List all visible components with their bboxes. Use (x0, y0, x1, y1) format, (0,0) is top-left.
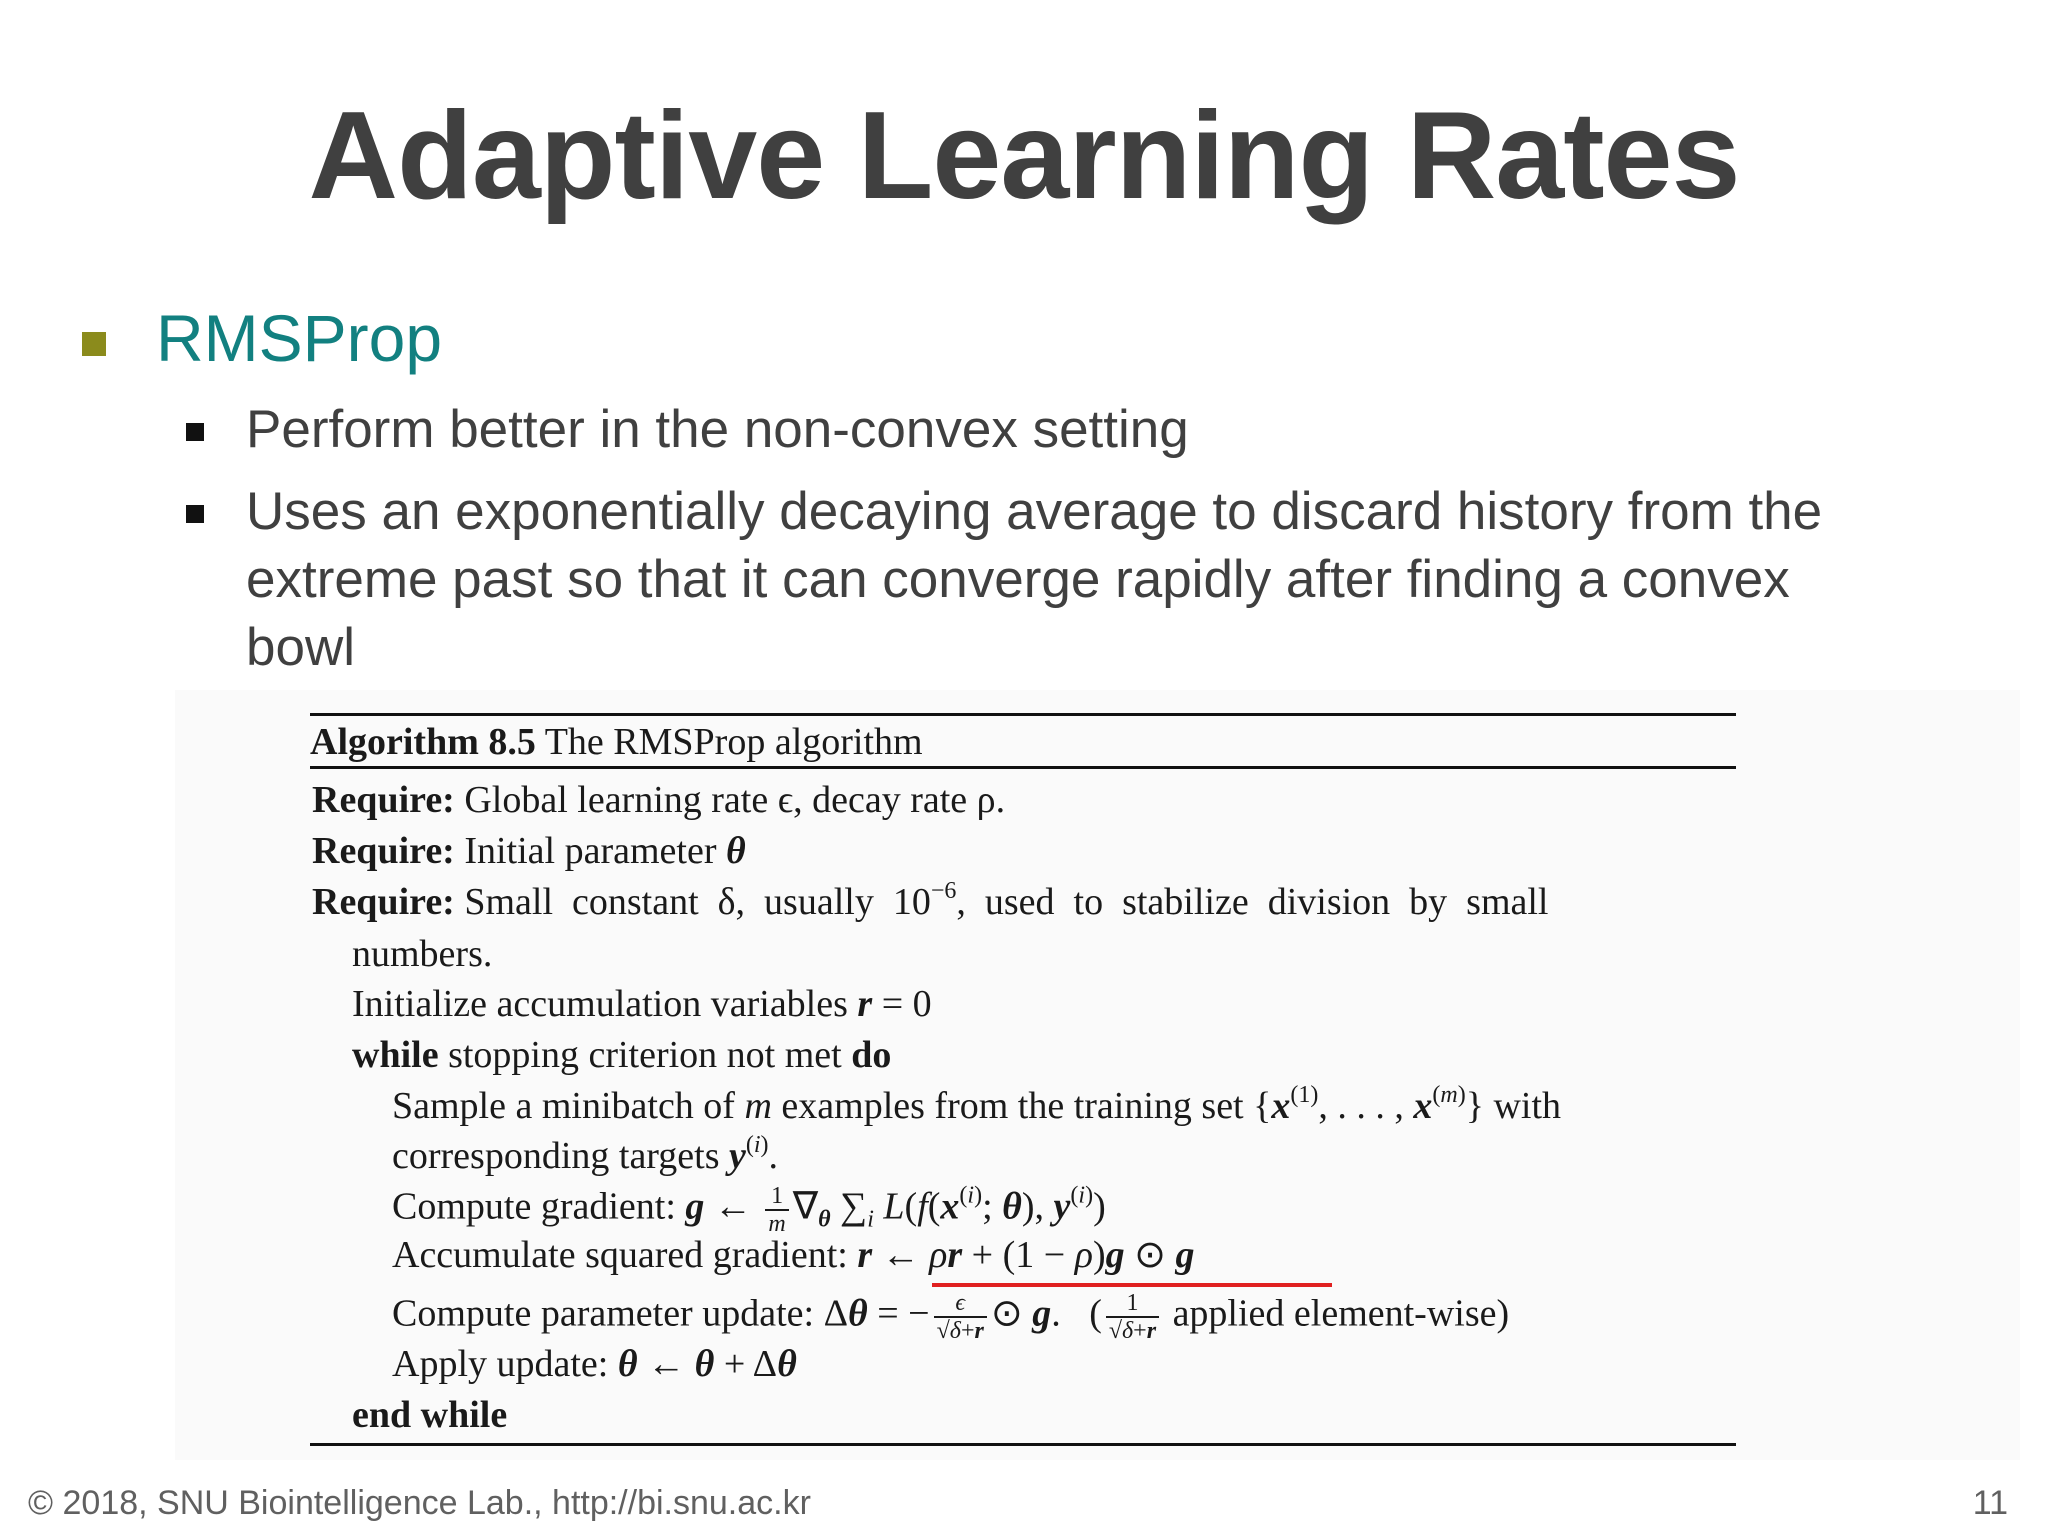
fraction-1-over-m: $\frac{1}{m}$ (765, 1183, 788, 1237)
require-keyword: Require: (312, 830, 455, 872)
apply-line: Apply update: θ ← θ + Δθ (392, 1343, 797, 1385)
accumulate-label: Accumulate squared gradient: (392, 1234, 848, 1276)
algorithm-mid-rule (310, 766, 1736, 769)
require-3-text-a: Small constant δ, usually 10 (464, 881, 931, 923)
while-line (352, 1033, 891, 1077)
end-while-keyword: end while (352, 1394, 508, 1436)
accumulate-line: Accumulate squared gradient: r ← ρr + (1 − ρ)g ⊙ g (392, 1234, 1195, 1276)
require-3-exponent: −6 (930, 878, 957, 904)
heading-rmsprop: RMSProp (156, 301, 443, 375)
fraction-1-over-sqrt: $\frac{1}{√\delta+r}$ (1106, 1290, 1159, 1344)
apply-label: Apply update: (392, 1343, 609, 1385)
update-note: applied element-wise) (1172, 1292, 1510, 1335)
init-text: Initialize accumulation variables (352, 983, 848, 1025)
slide-title: Adaptive Learning Rates (308, 87, 1740, 225)
algorithm-top-rule (310, 713, 1736, 716)
bullet-text-1: Perform better in the non-convex setting (246, 400, 1189, 459)
bullet-square-icon (82, 332, 106, 356)
require-1-text: Global learning rate ϵ, decay rate ρ. (464, 779, 1006, 821)
require-line-1 (312, 778, 1005, 822)
fraction-eps-over-sqrt: $\frac{\epsilon}{√\delta+r}$ (934, 1290, 987, 1344)
algorithm-bottom-rule (310, 1443, 1736, 1446)
bullet-square-icon (186, 423, 204, 441)
sample-text-1: Sample a minibatch of (392, 1085, 735, 1127)
require-line-2: Require: Initial parameter θ (312, 830, 746, 872)
sample-line-2: corresponding targets $y^{(i)}$. (392, 1132, 779, 1177)
algorithm-caption (310, 720, 923, 764)
gradient-label: Compute gradient: (392, 1185, 676, 1228)
gradient-line: Compute gradient: g ← $\frac{1}{m}$ $\nabla_\theta$ $\sum_i$ $L(f(x^{(i)}$; θ), $y^{(i)}$) (392, 1182, 1106, 1237)
update-label: Compute parameter update: (392, 1292, 815, 1335)
highlight-underline (932, 1283, 1332, 1287)
do-keyword: do (851, 1034, 892, 1076)
sample-text-3: with (1493, 1085, 1562, 1127)
bullet-text-2-line-3: bowl (246, 618, 356, 677)
require-line-3 (312, 880, 1549, 924)
sample-text-4: corresponding targets (392, 1135, 720, 1177)
while-text: stopping criterion not met (448, 1034, 842, 1076)
sample-line-1: Sample a minibatch of m examples from the training set {$x^{(1)}$, . . . , $x^{(m)}$} with (392, 1082, 1562, 1127)
end-while-line (352, 1393, 507, 1437)
bullet-text-2-line-2: extreme past so that it can converge rapidly after finding a convex (246, 550, 1790, 609)
require-keyword: Require: (312, 881, 455, 923)
bullet-text-2-line-1: Uses an exponentially decaying average to discard history from the (246, 482, 1823, 541)
require-2-text: Initial parameter (464, 830, 717, 872)
init-line: Initialize accumulation variables r = 0 (352, 983, 932, 1025)
page-number: 11 (1972, 1484, 2008, 1522)
footer-copyright: © 2018, SNU Biointelligence Lab., http://bi.snu.ac.kr (28, 1484, 811, 1522)
sample-text-2: examples from the training set (781, 1085, 1244, 1127)
while-keyword: while (352, 1034, 439, 1076)
algorithm-caption-text: The RMSProp algorithm (544, 721, 923, 763)
bullet-square-icon (186, 505, 204, 523)
require-3-text-b: , used to stabilize division by small (956, 881, 1549, 923)
require-line-3-cont: numbers. (352, 933, 493, 975)
update-line: Compute parameter update: Δθ = − $\frac{\epsilon}{√\delta+r}$ ⊙ g. ( $\frac{1}{√\delta+r}$ applied element-wise) (392, 1290, 1510, 1344)
algorithm-label: Algorithm 8.5 (310, 721, 536, 763)
require-keyword: Require: (312, 779, 455, 821)
